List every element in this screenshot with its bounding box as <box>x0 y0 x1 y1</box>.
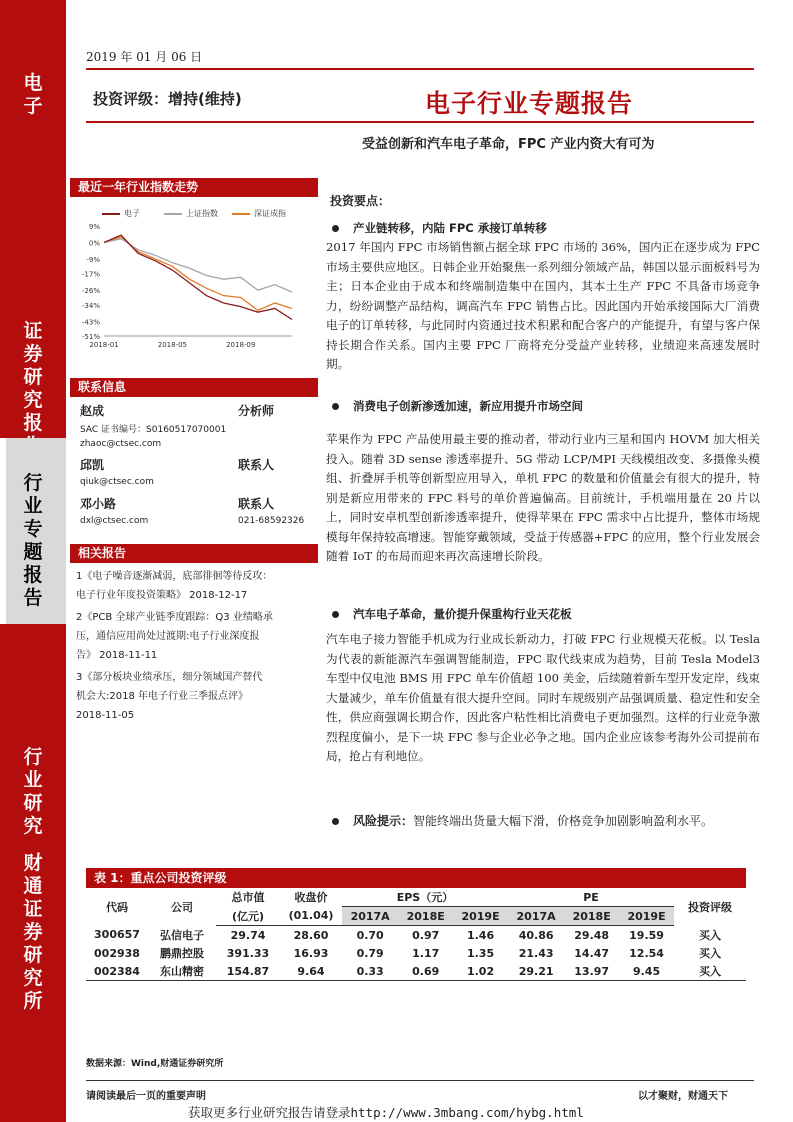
sidebar-sector: 电 子 <box>23 72 43 117</box>
sidebar-research: 行 业 研 究 <box>23 746 43 837</box>
section-head-1: 产业链转移，内陆 FPC 承接订单转移 <box>332 220 547 236</box>
y-tick-label: -34% <box>81 301 100 310</box>
th-year: 2017A <box>508 907 564 926</box>
section-text-1: 2017 年国内 FPC 市场销售额占据全球 FPC 市场的 36%，国内正在逐步成为 FPC 市场主要供应地区。日韩企业开始聚焦一系列细分领域产品，韩国以显示面板料号为主；日本企业由于成本和终端制造集中在国内，其本土生产 FPC 不具备市场竞争力，纷纷调整产品结构，调高汽车 FPC 销售占比。因此国内开始承接国际大厂消费电子的订单转移，与此同时内资通过技术积累和配合客户的产能提升，有望与客户保持长期合作关系。国内主要 FPC 厂商将充分受益产业转移，业绩迎来高速发展时期。 <box>326 240 760 371</box>
y-tick-label: -51% <box>81 333 100 341</box>
sidebar-institute: 财 通 证 券 研 究 所 <box>23 852 43 1012</box>
key-company-table <box>86 888 746 981</box>
legend-item-2: 深证成指 <box>232 208 286 219</box>
th-year: 2017A <box>342 907 398 926</box>
sidebar-report-type: 行 业 专 题 报 告 <box>23 472 43 609</box>
table-title: 表 1：重点公司投资评级 <box>86 868 746 888</box>
report-subtitle: 受益创新和汽车电子革命，FPC 产业内资大有可为 <box>362 137 655 152</box>
bullet-icon <box>332 225 339 232</box>
investment-rating: 投资评级：增持(维持) <box>93 90 242 108</box>
contact-email-0[interactable]: zhaoc@ctsec.com <box>80 439 162 449</box>
contact-email-1[interactable]: qiuk@ctsec.com <box>80 477 154 487</box>
contact-role-2: 联系人 <box>238 497 275 511</box>
contact-name-0: 赵成 <box>80 404 105 418</box>
contact-email-2[interactable]: dxl@ctsec.com <box>80 516 149 526</box>
table-row: 002938 鹏鼎控股 391.33 16.93 0.79 1.17 1.35 21.43 14.47 12.54 买入 <box>94 946 721 960</box>
contact-name-1: 邱凯 <box>80 458 105 472</box>
series-line-0 <box>104 235 292 319</box>
th-year: 2018E <box>398 907 453 926</box>
chart-plot <box>72 220 317 360</box>
legend-item-1: 上证指数 <box>164 208 218 219</box>
section-text-2: 苹果作为 FPC 产品使用最主要的推动者，带动行业内三星和国内 HOVM 加大相关投入。随着 3D sense 渗透率提升、5G 带动 LCP/MPI 天线模组改变、多摄像头模组、折叠屏手机等创新型应用导入，单机 FPC 的数量和价值量会有很大的提升，特别是新应用带来的 FPC 料号的单价普遍偏高。目前统计，手机端用量在 20 片以上，同时安卓机型创新渗透率提升，使得苹果在 FPC 需求中占比提升，整体市场规模每年保持较高增速。智能穿戴领域，受益于传感器+FPC 的应用，整个行业发展会随着 IoT 的布局而迎来再次高速增长阶段。 <box>326 432 760 563</box>
y-tick-label: -9% <box>86 256 100 264</box>
footer-rule <box>86 1080 754 1081</box>
th-eps: EPS（元） <box>342 888 508 907</box>
th-year: 2018E <box>564 907 619 926</box>
contact-cert-0: SAC 证书编号：S0160517070001 <box>80 425 227 435</box>
key-points-title: 投资要点： <box>330 194 391 208</box>
report-title: 电子行业专题报告 <box>425 89 634 118</box>
y-tick-label: -43% <box>81 318 100 327</box>
contact-name-2: 邓小路 <box>80 497 117 511</box>
header-rule-top <box>86 68 754 70</box>
y-tick-label: 9% <box>88 223 100 231</box>
th-mcap-unit: (亿元) <box>216 907 280 926</box>
bullet-icon <box>332 611 339 618</box>
section-text-3: 汽车电子接力智能手机成为行业成长新动力，打破 FPC 行业规模天花板。以 Tesla 为代表的新能源汽车强调智能制造，FPC 取代线束成为趋势，目前 Tesla Model3 车型中仅电池 BMS 用 FPC 单车价值超 100 美金，后续随着新车型开发定岸，线束大量减少，单车价值量有很大提升空间。同时车规级别产品强调质量、稳定性和安全性，供应商强调长期合作，因此客户粘性相比消费电子更加强烈。这样的行业竞争激烈程度偏小，是下一块 FPC 参与企业必争之地。国内企业应该参考海外公司提前布局，抢占有利地位。 <box>326 632 760 763</box>
th-close: 收盘价 <box>294 891 328 905</box>
th-year: 2019E <box>619 907 674 926</box>
data-source: 数据来源：Wind,财通证券研究所 <box>86 1059 224 1069</box>
y-tick-label: 0% <box>88 239 100 248</box>
th-mcap: 总市值 <box>231 891 265 905</box>
section-head-3: 汽车电子革命，量价提升保重构行业天花板 <box>332 606 572 622</box>
legend-item-0: 电子 <box>102 208 140 219</box>
table-row: 300657 弘信电子 29.74 28.60 0.70 0.97 1.46 40.86 29.48 19.59 买入 <box>94 928 721 942</box>
related-section-title: 相关报告 <box>70 544 318 563</box>
footer-slogan: 以才聚财，财通天下 <box>638 1091 728 1102</box>
section-head-2: 消费电子创新渗透加速，新应用提升市场空间 <box>332 398 583 414</box>
report-date: 2019 年 01 月 06 日 <box>86 50 203 64</box>
related-report-1[interactable]: 1《电子噪音逐渐减弱，底部徘徊等待反攻： 电子行业年度投资策略》 2018-12-17 <box>76 571 273 601</box>
footer-link[interactable]: 获取更多行业研究报告请登录http://www.3mbang.com/hybg.html <box>188 1105 584 1120</box>
index-chart <box>72 208 317 358</box>
related-report-2[interactable]: 2《PCB 全球产业链季度跟踪：Q3 业绩略承 压，通信应用尚处过渡期:电子行业深度报 告》 2018-11-11 <box>76 612 273 661</box>
bullet-icon <box>332 818 339 825</box>
x-tick-label: 2018-01 <box>89 341 119 349</box>
th-close-date: (01.04) <box>280 907 342 926</box>
y-tick-label: -17% <box>81 270 100 279</box>
th-year: 2019E <box>453 907 508 926</box>
th-code: 代码 <box>106 900 128 914</box>
table-row: 002384 东山精密 154.87 9.64 0.33 0.69 1.02 29.21 13.97 9.45 买入 <box>86 962 746 981</box>
th-rating: 投资评级 <box>688 900 732 914</box>
contact-phone-2: 021-68592326 <box>238 516 305 526</box>
risk-note: 风险提示：智能终端出货量大幅下滑，价格竞争加剧影响盈利水平。 <box>332 812 713 829</box>
contact-role-0: 分析师 <box>238 404 275 418</box>
index-section-title: 最近一年行业指数走势 <box>70 178 318 197</box>
related-report-3[interactable]: 3《部分板块业绩承压，细分领域国产替代 机会大:2018 年电子行业三季报点评》 2018-11-05 <box>76 672 263 721</box>
th-company: 公司 <box>171 900 193 914</box>
bullet-icon <box>332 403 339 410</box>
contact-role-1: 联系人 <box>238 458 275 472</box>
sidebar-broker-label: 证 券 研 究 报 <box>23 320 43 434</box>
x-tick-label: 2018-09 <box>226 341 256 349</box>
header-rule-bottom <box>86 121 754 123</box>
x-tick-label: 2018-05 <box>157 341 187 349</box>
contacts-section-title: 联系信息 <box>70 378 318 397</box>
y-tick-label: -26% <box>81 287 100 296</box>
th-pe: PE <box>508 888 674 907</box>
left-sidebar <box>0 0 66 1122</box>
sidebar-highlight <box>0 438 66 624</box>
footer-disclaimer: 请阅读最后一页的重要声明 <box>86 1091 206 1102</box>
